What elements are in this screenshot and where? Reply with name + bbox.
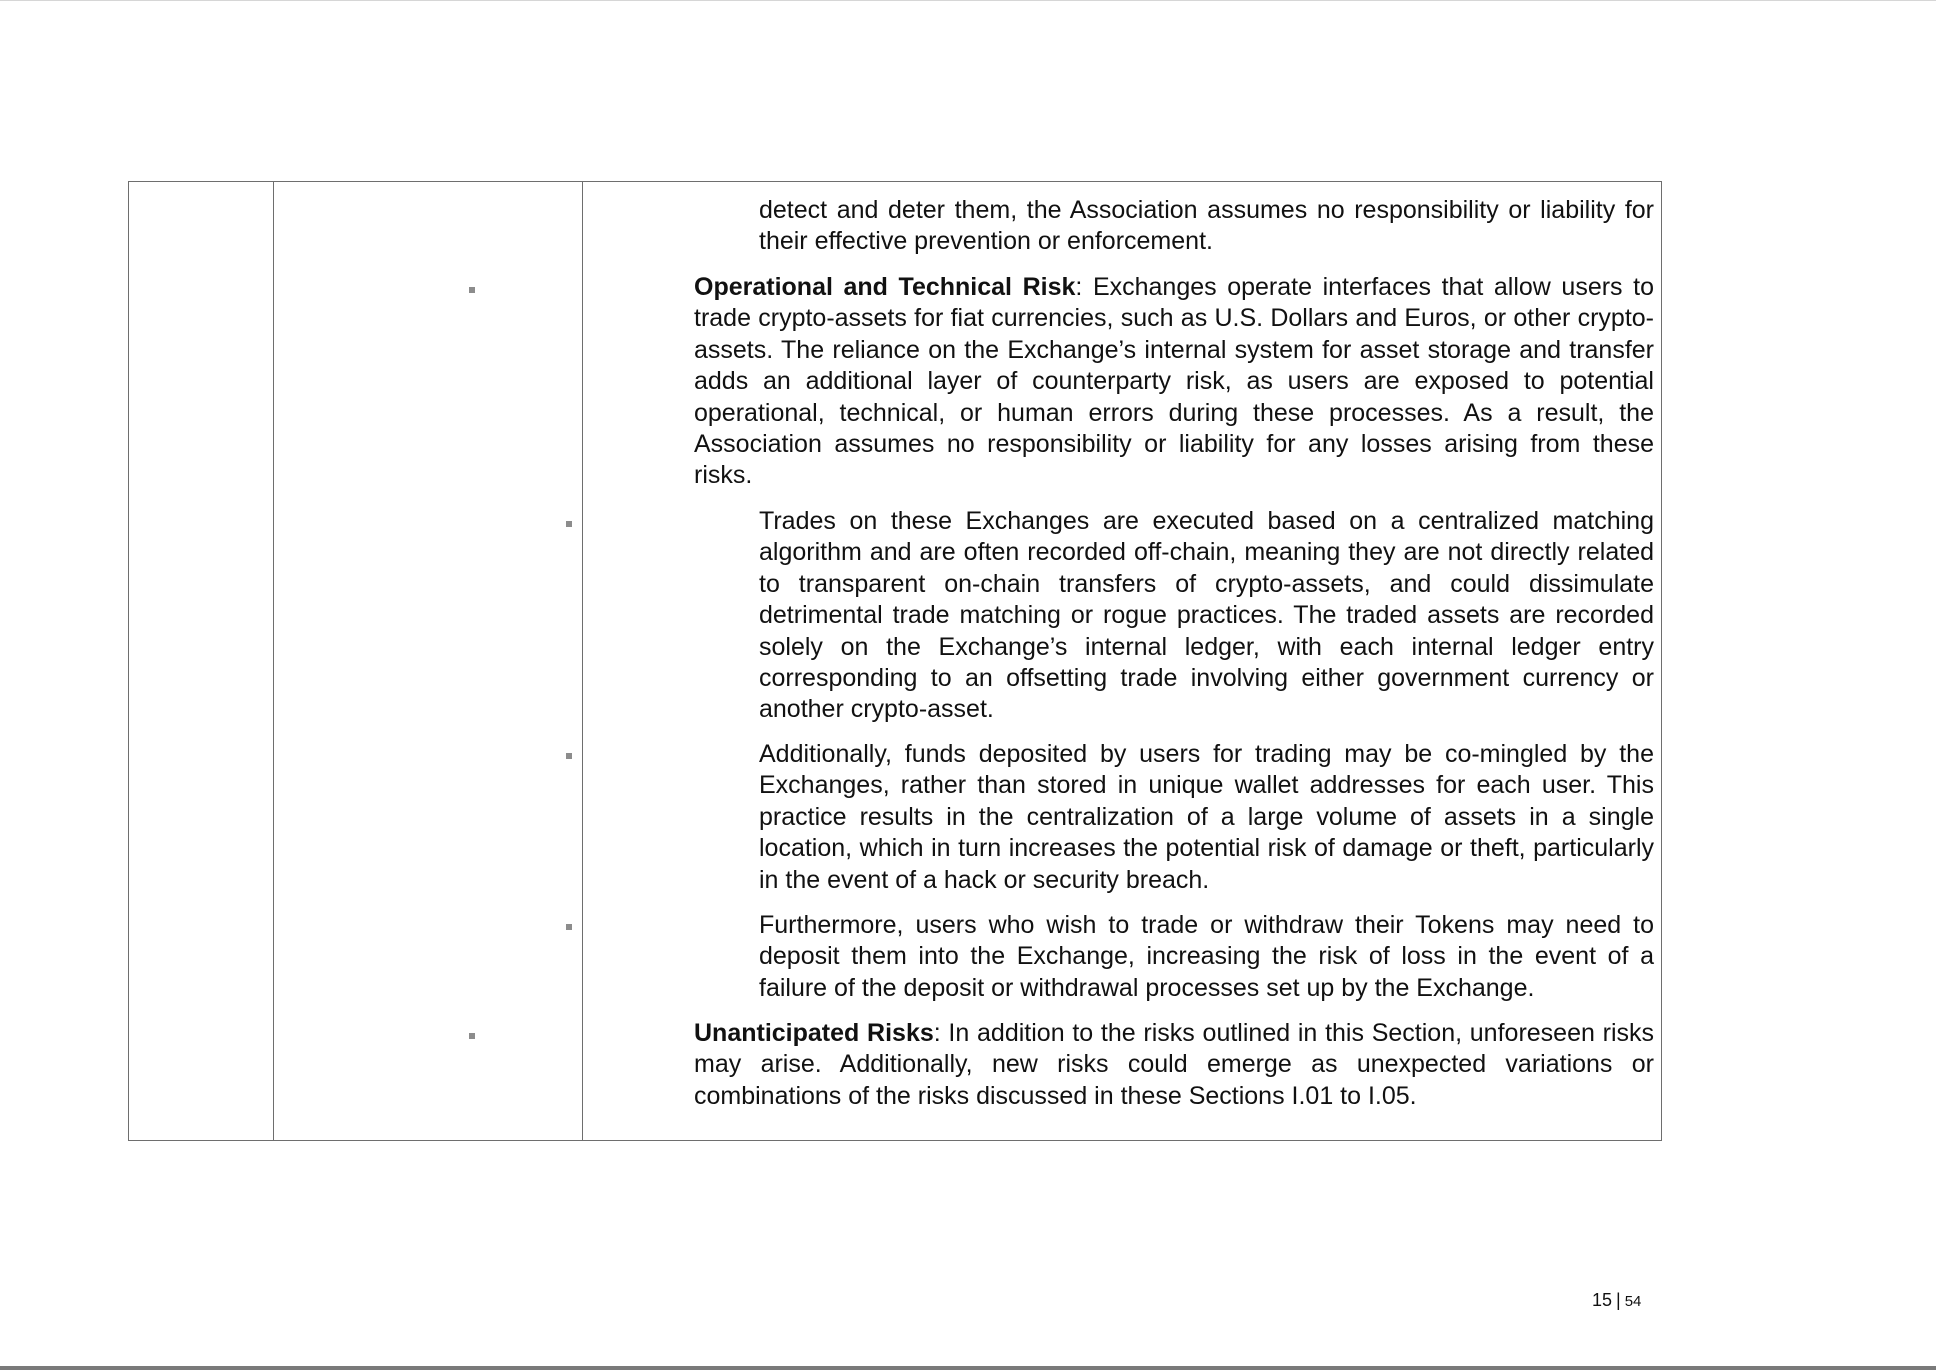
bullet-unanticipated-icon	[469, 1033, 475, 1039]
bullet-furthermore-icon	[566, 924, 572, 930]
sub-item-furthermore: Furthermore, users who wish to trade or withdraw their Tokens may need to deposit them into the Exchange, increasing the risk of loss in the event of a failure of the deposit or withdrawal processes set up by the Exchange.	[759, 911, 1654, 1002]
bullet-funds-icon	[566, 753, 572, 759]
page-number-separator: |	[1616, 1290, 1621, 1310]
operational-risk-heading: Operational and Technical Risk	[694, 273, 1076, 301]
sub-item-trades: Trades on these Exchanges are executed based on a centralized matching algorithm and are often recorded off-chain, meaning they are not directly related to transparent on-chain transfers of crypto-assets, and could dissimulate detrimental trade matching or rogue practices. The traded assets are recorded solely on the Exchange’s internal ledger, with each internal ledger entry corresponding to an offsetting trade involving either government currency or another crypto-asset.	[759, 507, 1654, 724]
page-bottom-band	[0, 1366, 1936, 1370]
table-column-3	[583, 182, 1661, 1140]
continuation-paragraph: detect and deter them, the Association assumes no responsibility or liability for their effective prevention or enforcement.	[759, 196, 1654, 256]
operational-risk-paragraph	[694, 272, 1654, 492]
unanticipated-risks-heading: Unanticipated Risks	[694, 1019, 934, 1047]
operational-risk-text: : Exchanges operate interfaces that allow users to trade crypto-assets for fiat currencies, such as U.S. Dollars and Euros, or other crypto-assets. The reliance on the Exchange’s internal system for asset storage and transfer adds an additional layer of counterparty risk, as users are exposed to potential operational, technical, or human errors during these processes. As a result, the Association assumes no responsibility or liability for any losses arising from these risks.	[694, 273, 1654, 490]
sub-item-funds: Additionally, funds deposited by users for trading may be co-mingled by the Exchanges, rather than stored in unique wallet addresses for each user. This practice results in the centralization of a large volume of assets in a single location, which in turn increases the potential risk of damage or theft, particularly in the event of a hack or security breach.	[759, 740, 1654, 894]
table-column-1	[129, 182, 274, 1140]
unanticipated-risks-paragraph	[694, 1018, 1654, 1112]
unanticipated-risks-text: : In addition to the risks outlined in this Section, unforeseen risks may arise. Additionally, new risks could emerge as unexpected variations or combinations of the risks discussed in these Sections I.01 to I.05.	[694, 1019, 1655, 1110]
bullet-trades-icon	[566, 521, 572, 527]
table-column-2	[274, 182, 583, 1140]
bullet-operational-icon	[469, 287, 475, 293]
risk-table	[128, 181, 1662, 1141]
page-number-total: 54	[1624, 1293, 1642, 1310]
page-top-rule	[0, 0, 1936, 1]
page-number-current: 15	[1592, 1290, 1613, 1310]
page-number	[1592, 1290, 1641, 1311]
